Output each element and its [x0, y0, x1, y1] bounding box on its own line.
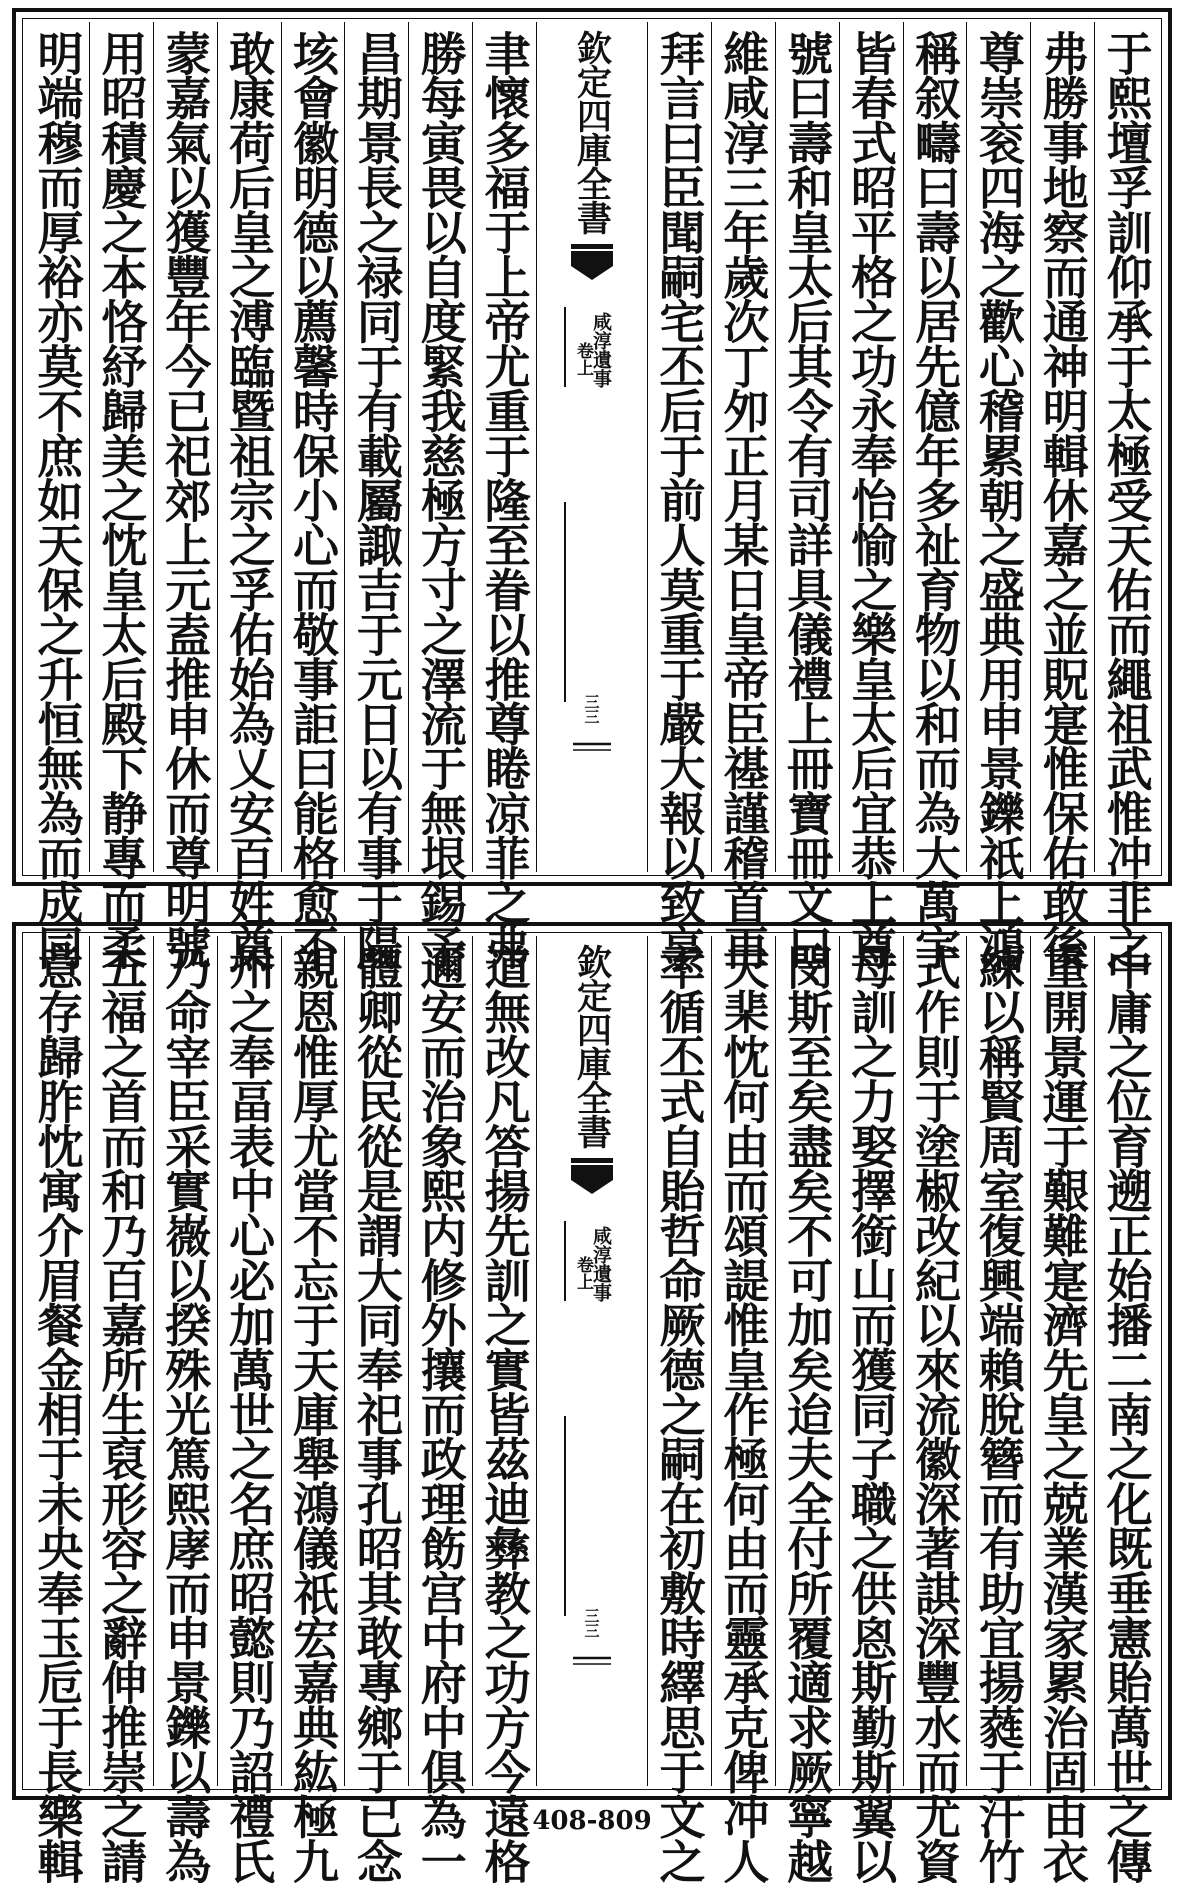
text-column	[775, 936, 839, 1883]
column-text: 弗勝事地察而通神明輯休嘉之並貺寔惟保佑敢後	[1035, 30, 1090, 969]
text-column	[344, 936, 408, 1883]
column-text: 蒙嘉氣以獲豐年今已祀郊上元盍推申休而尊明號	[158, 30, 213, 969]
column-text: 垓會徽明德以薦馨時保小心而敬事詎曰能格愈不	[285, 30, 340, 969]
column-text: 邇安而治象熙内修外攘而政理飭宫中府中俱為一	[413, 944, 468, 1883]
text-column	[1030, 22, 1094, 969]
column-text: 式作則于塗椒改紀以來流徽深著諆深豐水而尤資	[907, 944, 962, 1883]
column-text: 乃命宰臣采實嶶以揆殊光篤熙庨而申景鑠以壽為	[158, 944, 213, 1883]
column-text: 天棐忱何由而頌諟惟皇作極何由而靈承克俾冲人	[716, 944, 771, 1883]
fishtail-mark-icon	[569, 1156, 615, 1196]
center-rule	[564, 502, 566, 702]
text-column	[472, 22, 536, 969]
column-text: 號曰壽和皇太后其令有司詳具儀禮上冊寶冊文曰	[780, 30, 835, 969]
column-text: 母訓之力娶擇銜山而獲同子職之供恖斯勤斯翼以	[844, 944, 899, 1883]
column-text: 閔斯至矣盡矣不可加矣迨夫全付所覆適求厥寧越	[780, 944, 835, 1883]
column-text: 稱叙疇曰壽以居先億年多祉育物以和而為大萬宇	[907, 30, 962, 969]
top-page-panel	[12, 8, 1172, 969]
center-subtitle	[574, 1226, 610, 1302]
text-column	[153, 22, 217, 969]
text-column	[26, 936, 89, 1883]
text-column	[217, 936, 281, 1883]
center-subtitle	[574, 312, 610, 388]
column-text: 昌期景長之禄同于有載屬諏吉于元日以有事于陽	[349, 30, 404, 969]
text-column	[647, 936, 711, 1883]
text-column	[711, 22, 775, 969]
column-text: 五福之首而和乃百嘉所生裒形容之辭伸推崇之請	[94, 944, 149, 1883]
center-rule	[564, 307, 566, 387]
text-column	[966, 22, 1030, 969]
column-text: 中庸之位育遡正始播二南之化既垂憲貽萬世之傳	[1099, 944, 1154, 1883]
fishtail-mark-icon	[569, 242, 615, 282]
leaf-number: 三三	[582, 1608, 601, 1638]
column-text: 敢康荷后皇之溥臨暨祖宗之孚佑始為乂安百姓奠	[222, 30, 277, 969]
text-column	[408, 936, 472, 1883]
text-column	[903, 936, 967, 1883]
column-text: 重開景運于艱難寔濟先皇之兢業漢家累治固由衣	[1035, 944, 1090, 1883]
text-column	[89, 22, 153, 969]
text-column	[26, 22, 89, 969]
column-text: 意存歸胙忱寓介眉餐金相于未央奉玉卮于長樂輯	[30, 944, 85, 1883]
column-text: 于熙壇孚訓仰承于太極受天佑而繩祖武惟冲非之	[1099, 30, 1154, 969]
center-rule	[564, 1416, 566, 1616]
text-column	[281, 936, 345, 1883]
text-column	[472, 936, 536, 1883]
book-title: 咸淳遺事	[590, 312, 612, 388]
column-text: 明端穆而厚裕亦莫不庶如天保之升恒無為而成同	[30, 30, 85, 969]
column-text: 尊崇衮四海之歡心稽累朝之盛典用申景鑠祇上鴻	[971, 30, 1026, 969]
leaf-number: 三三	[582, 694, 601, 724]
lower-mark-icon	[569, 1656, 615, 1666]
juan-label: 卷上	[573, 342, 593, 376]
center-title: 欽定四庫全書	[571, 30, 613, 234]
text-column	[839, 22, 903, 969]
column-text: 聿懷多福于上帝尤重于隆至眷以推尊睠凉菲之弗	[477, 30, 532, 969]
column-text: 拜言曰臣聞嗣宅丕后于前人莫重于嚴大報以致享	[652, 30, 707, 969]
column-text: 體卿從民從是謂大同奉祀事孔昭其敢專鄉于已念	[349, 944, 404, 1883]
column-text: 勝每寅畏以自度緊我慈極方寸之澤流于無垠錫予	[413, 30, 468, 969]
juan-label: 卷上	[573, 1256, 593, 1290]
lower-mark-icon	[569, 742, 615, 752]
column-text: 親恩惟厚尤當不忘于天庫舉鴻儀祇宏嘉典紘極九	[285, 944, 340, 1883]
book-title: 咸淳遺事	[590, 1226, 612, 1302]
column-text: 州之奉畐表中心必加萬世之名庶昭懿則乃詔禮氏	[222, 944, 277, 1883]
text-column	[281, 22, 345, 969]
column-text: 用昭積慶之本恪紓歸美之忱皇太后殿下静專而柔	[94, 30, 149, 969]
center-column	[536, 22, 647, 872]
text-column	[1094, 936, 1158, 1883]
text-column	[1094, 22, 1158, 969]
top-text-columns	[26, 22, 1158, 969]
page-number: 408-809	[532, 1806, 652, 1836]
text-column	[839, 936, 903, 1883]
column-text: 率循丕式自貽哲命厥德之嗣在初敷時繹思于文之	[652, 944, 707, 1883]
text-column	[153, 936, 217, 1883]
text-column	[711, 936, 775, 1883]
text-column	[903, 22, 967, 969]
column-text: 維咸淳三年歲次丁夘正月某日皇帝臣禥謹稽首再	[716, 30, 771, 969]
center-rule	[564, 1221, 566, 1301]
text-column	[775, 22, 839, 969]
column-text: 皆春式昭平格之功永奉怡愉之樂皇太后宜恭上尊	[844, 30, 899, 969]
text-column	[966, 936, 1030, 1883]
center-title: 欽定四庫全書	[571, 944, 613, 1148]
column-text: 練以稱賢周室復興端賴脫簪而有助宜揚蕤于汗竹	[971, 944, 1026, 1883]
text-column	[89, 936, 153, 1883]
text-column	[408, 22, 472, 969]
text-column	[344, 22, 408, 969]
text-column	[1030, 936, 1094, 1883]
text-column	[217, 22, 281, 969]
text-column	[647, 22, 711, 969]
center-column	[536, 936, 647, 1786]
column-text: 道無改凡答揚先訓之實皆茲迪彝教之功方今遠格	[477, 944, 532, 1883]
